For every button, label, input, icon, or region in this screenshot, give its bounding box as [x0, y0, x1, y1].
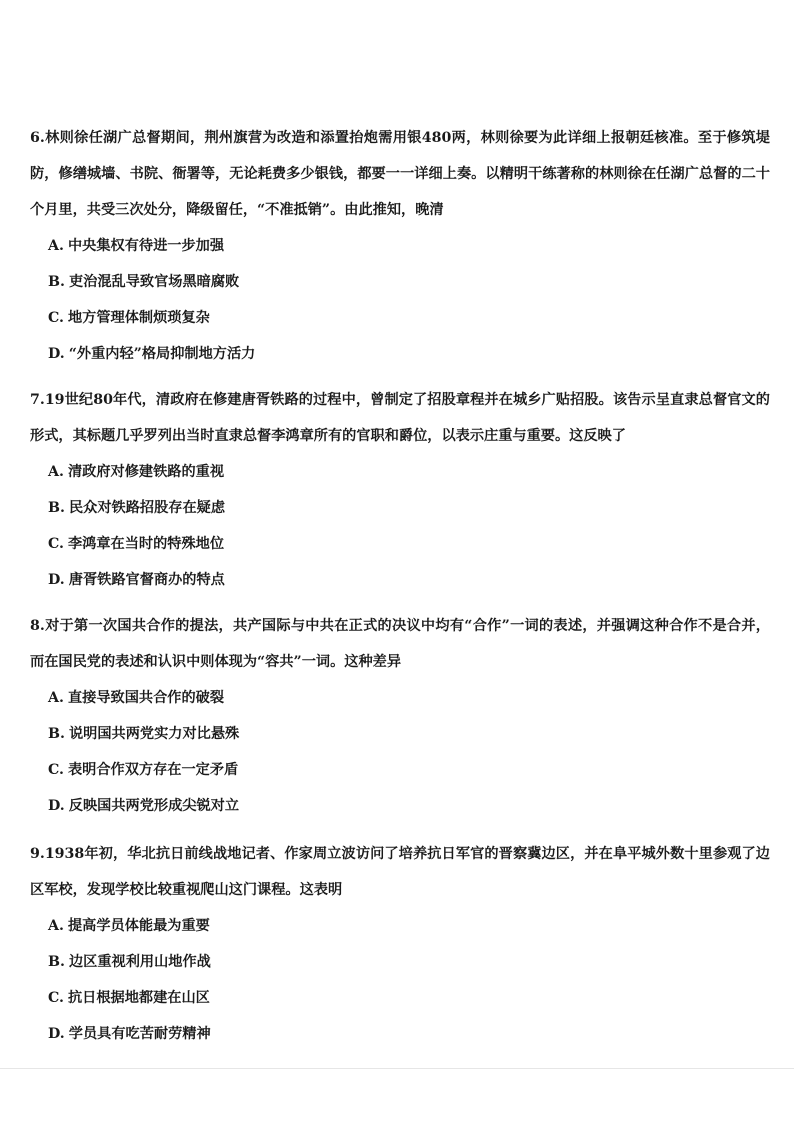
question-text: 19世纪80年代，清政府在修建唐胥铁路的过程中，曾制定了招股章程并在城乡广贴招股。该告示呈直隶总督官文的形式，其标题几乎罗列出当时直隶总督李鸿章所有的官职和爵位，以表示庄重与重要。这反映了 [30, 392, 770, 444]
option-a [30, 454, 770, 490]
question-stem [30, 120, 770, 228]
option-letter: D. [48, 798, 65, 814]
option-text: 提高学员体能最为重要 [67, 918, 210, 934]
option-b [30, 944, 770, 980]
question-stem [30, 836, 770, 908]
option-text: 清政府对修建铁路的重视 [67, 464, 225, 480]
question-stem [30, 608, 770, 680]
question-text: 林则徐任湖广总督期间，荆州旗营为改造和添置抬炮需用银480两，林则徐要为此详细上报朝廷核准。至于修筑堤防，修缮城墙、书院、衙署等，无论耗费多少银钱，都要一一详细上奏。以精明干练著称的林则徐在任湖广总督的二十个月里，共受三次处分，降级留任，“不准抵销”。由此推知，晚清 [30, 130, 770, 218]
option-text: 直接导致国共合作的破裂 [67, 690, 225, 706]
option-d [30, 788, 770, 824]
option-d [30, 562, 770, 598]
option-letter: D. [48, 572, 65, 588]
option-text: 反映国共两党形成尖锐对立 [68, 798, 240, 814]
option-text: 吏治混乱导致官场黑暗腐败 [68, 274, 240, 290]
option-letter: B. [48, 726, 65, 742]
question-8 [30, 608, 770, 824]
option-list [30, 454, 770, 598]
option-letter: B. [48, 274, 65, 290]
question-9 [30, 836, 770, 1052]
option-text: 民众对铁路招股存在疑虑 [68, 500, 226, 516]
option-letter: C. [48, 536, 64, 552]
option-letter: C. [48, 310, 64, 326]
option-text: “外重内轻”格局抑制地方活力 [68, 346, 256, 362]
option-list [30, 680, 770, 824]
option-b [30, 264, 770, 300]
option-text: 地方管理体制烦琐复杂 [67, 310, 210, 326]
page-bottom-divider [0, 1068, 794, 1069]
option-c [30, 300, 770, 336]
option-c [30, 526, 770, 562]
option-text: 抗日根据地都建在山区 [67, 990, 210, 1006]
option-d [30, 1016, 770, 1052]
option-a [30, 908, 770, 944]
option-letter: C. [48, 990, 64, 1006]
option-letter: D. [48, 346, 65, 362]
option-b [30, 716, 770, 752]
question-6 [30, 120, 770, 372]
question-text: 对于第一次国共合作的提法，共产国际与中共在正式的决议中均有“合作”一词的表述，并强调这种合作不是合并，而在国民党的表述和认识中则体现为“容共”一词。这种差异 [30, 618, 770, 670]
option-letter: A. [48, 238, 64, 254]
question-number: 7. [30, 392, 45, 408]
option-a [30, 680, 770, 716]
question-number: 8. [30, 618, 45, 634]
option-d [30, 336, 770, 372]
question-7 [30, 382, 770, 598]
option-text: 唐胥铁路官督商办的特点 [68, 572, 225, 588]
option-letter: B. [48, 954, 65, 970]
question-number: 9. [30, 846, 45, 862]
option-text: 表明合作双方存在一定矛盾 [67, 762, 239, 778]
option-text: 说明国共两党实力对比悬殊 [68, 726, 240, 742]
question-number: 6. [30, 130, 45, 146]
option-letter: A. [48, 464, 64, 480]
option-text: 学员具有吃苦耐劳精神 [68, 1026, 211, 1042]
option-c [30, 752, 770, 788]
question-stem [30, 382, 770, 454]
option-text: 边区重视利用山地作战 [68, 954, 211, 970]
option-letter: A. [48, 918, 64, 934]
option-b [30, 490, 770, 526]
option-a [30, 228, 770, 264]
option-letter: A. [48, 690, 64, 706]
option-text: 李鸿章在当时的特殊地位 [67, 536, 225, 552]
option-text: 中央集权有待进一步加强 [67, 238, 225, 254]
option-letter: D. [48, 1026, 65, 1042]
option-c [30, 980, 770, 1016]
option-letter: C. [48, 762, 64, 778]
option-list [30, 908, 770, 1052]
question-text: 1938年初，华北抗日前线战地记者、作家周立波访问了培养抗日军官的晋察冀边区，并在阜平城外数十里参观了边区军校，发现学校比较重视爬山这门课程。这表明 [30, 846, 770, 898]
option-list [30, 228, 770, 372]
option-letter: B. [48, 500, 65, 516]
